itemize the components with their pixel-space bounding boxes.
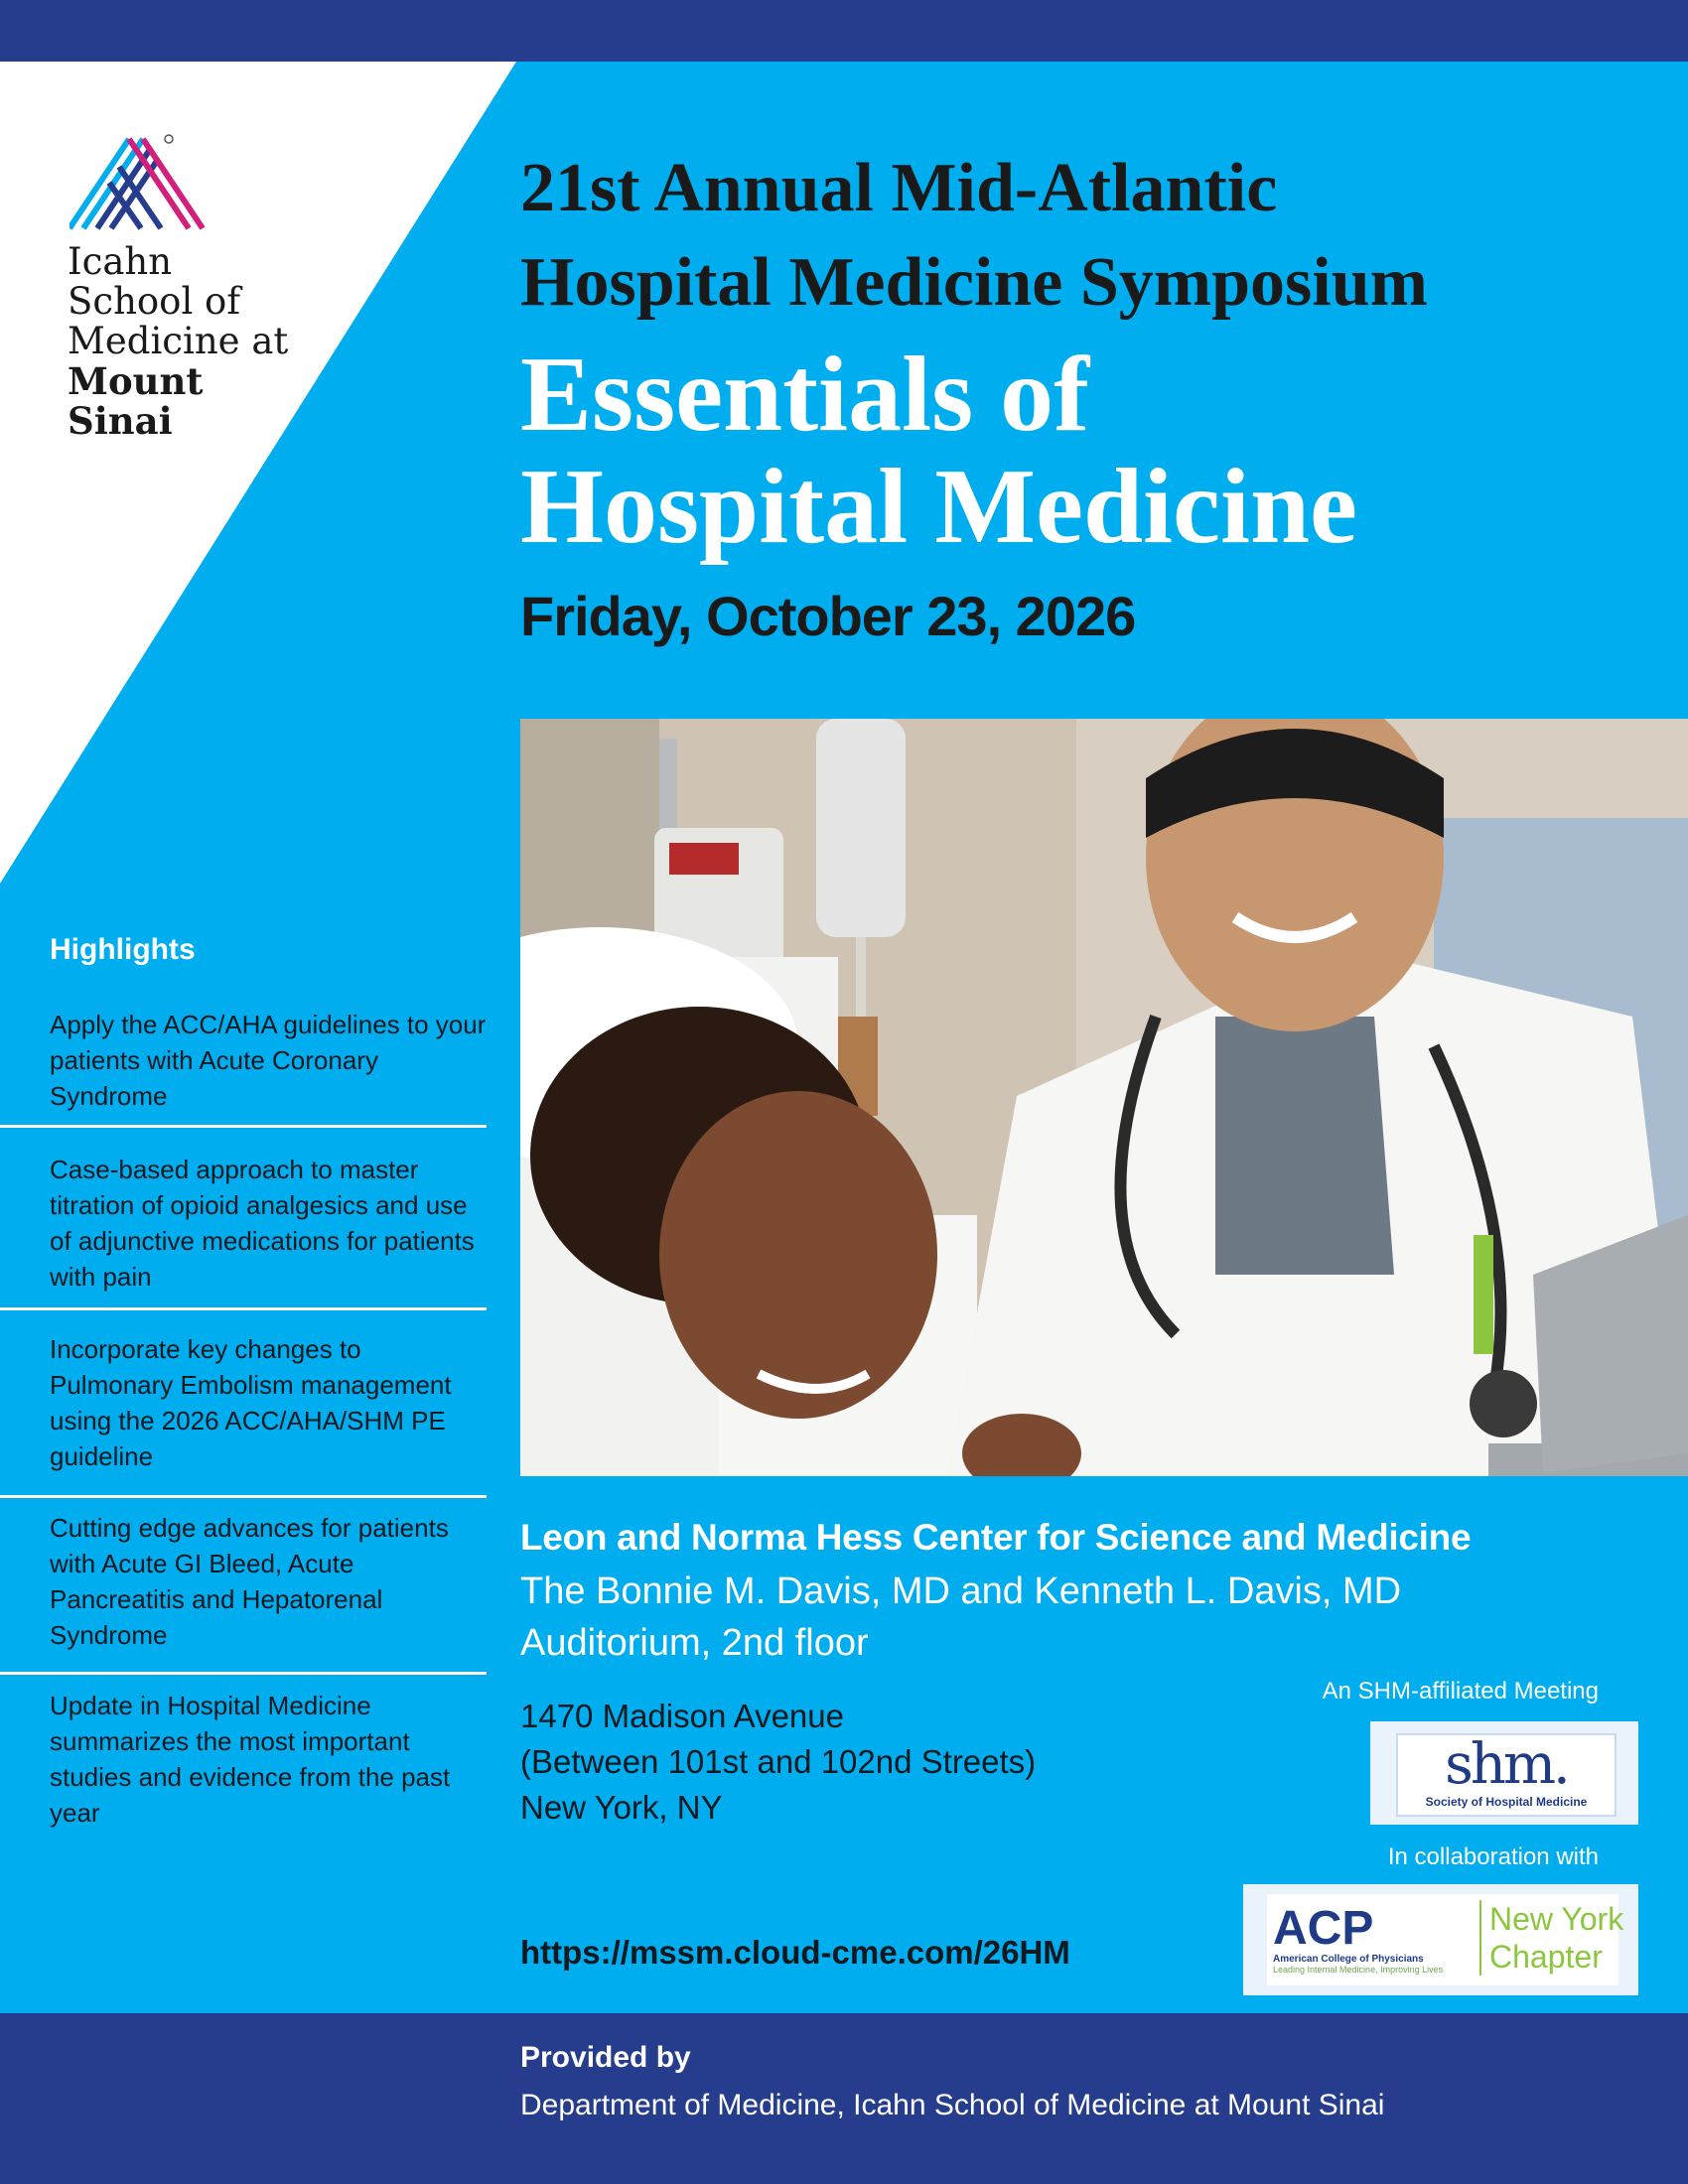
- shm-logo-subtitle: Society of Hospital Medicine: [1425, 1795, 1588, 1809]
- logo-line-4: Mount: [68, 359, 204, 403]
- collaboration-caption: In collaboration with: [1387, 1843, 1599, 1870]
- event-subtitle-line-2: Hospital Medicine: [520, 448, 1357, 566]
- acp-chapter: [1479, 1900, 1623, 1976]
- acp-logo: [1243, 1884, 1638, 1995]
- shm-logo-frame: [1396, 1733, 1617, 1817]
- acp-logo-subtitle: American College of Physicians: [1273, 1954, 1424, 1965]
- venue-line-1: The Bonnie M. Davis, MD and Kenneth L. Davis, MD: [520, 1570, 1402, 1612]
- event-title-line-1: 21st Annual Mid-Atlantic: [520, 150, 1278, 226]
- provided-by-title: Provided by: [520, 2041, 691, 2074]
- venue-line-2: Auditorium, 2nd floor: [520, 1622, 869, 1664]
- highlight-divider: [0, 1125, 487, 1128]
- acp-chapter-line-2: Chapter: [1489, 1939, 1603, 1975]
- shm-caption: An SHM-affiliated Meeting: [1322, 1678, 1599, 1705]
- highlight-item-3: Incorporate key changes to Pulmonary Embolism management using the 2026 ACC/AHA/SHM PE guideline: [50, 1334, 452, 1471]
- event-title-line-2: Hospital Medicine Symposium: [520, 244, 1428, 321]
- address-line-2: (Between 101st and 102nd Streets): [520, 1743, 1037, 1780]
- icahn-triangle-mark-icon: [70, 131, 218, 230]
- shm-logo: [1370, 1721, 1638, 1825]
- registration-link[interactable]: https://mssm.cloud-cme.com/26HM: [520, 1934, 1070, 1971]
- event-subtitle-line-1: Essentials of: [520, 336, 1090, 454]
- acp-logo-frame: [1267, 1894, 1624, 1985]
- highlight-divider: [0, 1495, 487, 1498]
- acp-logo-tagline: Leading Internal Medicine, Improving Lives: [1273, 1965, 1444, 1975]
- logo-line-3: Medicine at: [68, 320, 289, 362]
- acp-chapter-line-1: New York: [1489, 1901, 1624, 1937]
- logo-line-2: School of: [68, 280, 241, 323]
- doctor-patient-photo-icon: [520, 719, 1688, 1476]
- highlights-title: Highlights: [50, 933, 196, 966]
- event-date: Friday, October 23, 2026: [520, 585, 1136, 647]
- address-line-3: New York, NY: [520, 1789, 723, 1826]
- highlight-item-2: Case-based approach to master titration of opioid analgesics and use of adjunctive medications for patients with pain: [50, 1155, 475, 1292]
- highlight-item-4: Cutting edge advances for patients with Acute GI Bleed, Acute Pancreatitis and Hepatorenal Syndrome: [50, 1513, 449, 1650]
- logo-line-5: Sinai: [68, 399, 173, 443]
- acp-logo-left: [1273, 1904, 1472, 1975]
- highlight-divider: [0, 1307, 487, 1310]
- shm-logo-text: shm.: [1445, 1732, 1568, 1797]
- address-line-1: 1470 Madison Avenue: [520, 1698, 844, 1734]
- highlight-divider: [0, 1672, 487, 1675]
- logo-line-1: Icahn: [68, 240, 173, 283]
- highlight-item-5: Update in Hospital Medicine summarizes the most important studies and evidence from the past year: [50, 1691, 451, 1828]
- highlight-item-1: Apply the ACC/AHA guidelines to your patients with Acute Coronary Syndrome: [50, 1010, 487, 1111]
- top-band: [0, 0, 1688, 62]
- venue-title: Leon and Norma Hess Center for Science and Medicine: [520, 1517, 1472, 1558]
- provided-by-department: Department of Medicine, Icahn School of Medicine at Mount Sinai: [520, 2089, 1385, 2121]
- acp-logo-text: ACP: [1273, 1902, 1374, 1955]
